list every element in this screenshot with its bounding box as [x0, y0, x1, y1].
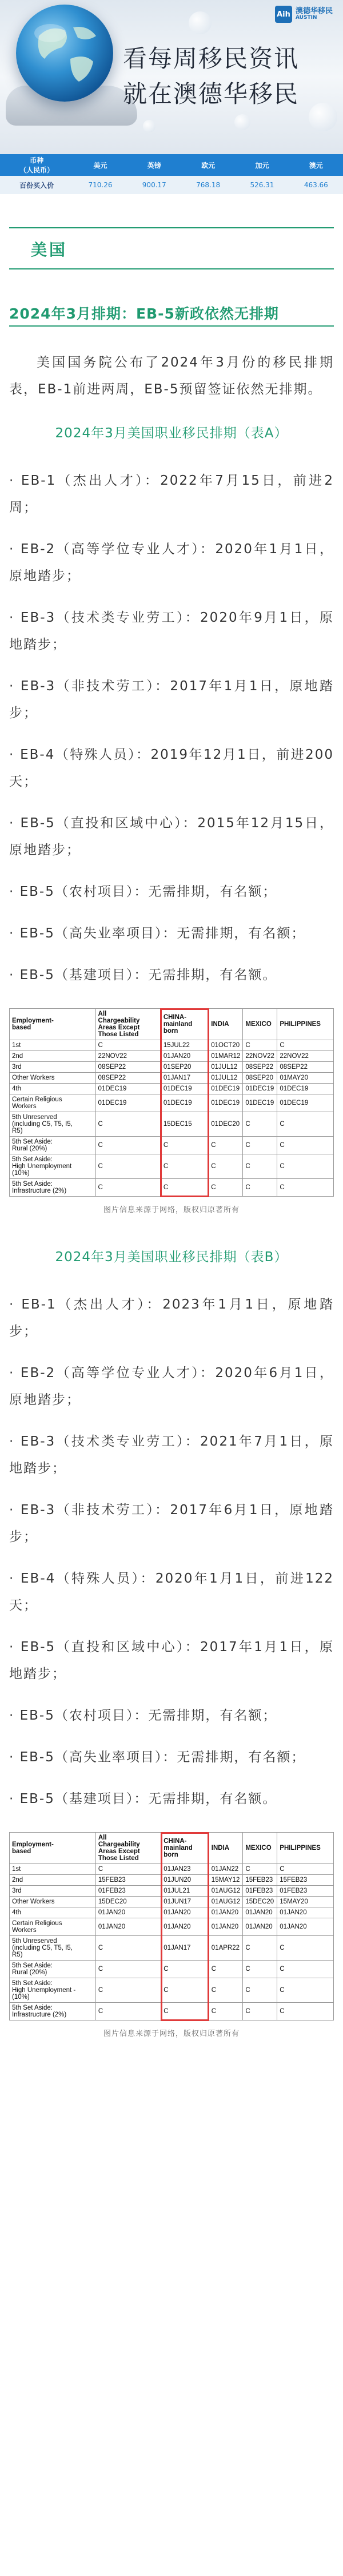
bulletin-cell: 01FEB23	[243, 1886, 277, 1897]
bulletin-cell: 01JAN20	[161, 1918, 209, 1936]
logo-text-en: AUSTIN	[295, 15, 317, 21]
exchange-rate-value: 710.26	[73, 176, 127, 194]
bulletin-cell: C	[209, 2003, 243, 2020]
list-item: · EB-3（非技术劳工）：2017年1月1日，原地踏步；	[9, 679, 334, 721]
headline-line-2: 就在澳德华移民	[123, 80, 300, 108]
bulletin-cell: C	[277, 1154, 334, 1179]
table-row	[10, 1154, 334, 1179]
table-row	[10, 1936, 334, 1961]
list-item: · EB-5（高失业率项目）：无需排期，有名额；	[9, 1750, 306, 1765]
bulletin-cell: C	[277, 1864, 334, 1875]
bulletin-row-label: 5th Set Aside: High Unemployment - (10%)	[10, 1978, 96, 2003]
article-intro: 美国国务院公布了2024年3月份的移民排期表，EB-1前进两周，EB-5预留签证依然无排期。	[9, 355, 334, 397]
bulletin-row-label: 5th Set Aside: Rural (20%)	[10, 1961, 96, 1978]
bulletin-cell: C	[95, 1864, 161, 1875]
bulletin-cell: C	[277, 1112, 334, 1137]
bulletin-cell: 01JAN20	[277, 1918, 334, 1936]
bulletin-cell: 08SEP22	[277, 1062, 334, 1073]
list-item: · EB-5（农村项目）：无需排期，有名额；	[9, 1708, 277, 1723]
bulletin-row-label: Other Workers	[10, 1897, 96, 1907]
table-row	[10, 1875, 334, 1886]
bulletin-cell: 01JAN20	[95, 1918, 161, 1936]
bulletin-cell: 01DEC19	[277, 1084, 334, 1094]
bulletin-row-label: 1st	[10, 1040, 96, 1051]
exchange-rate-header-row	[0, 154, 343, 176]
bulletin-cell: 01JAN22	[209, 1864, 243, 1875]
bulletin-cell: C	[243, 1154, 277, 1179]
table-row	[10, 1864, 334, 1875]
bulletin-row-label: 1st	[10, 1864, 96, 1875]
exchange-rate-header: 欧元	[181, 154, 235, 176]
bulletin-cell: C	[95, 1936, 161, 1961]
bulletin-row-label: 5th Set Aside: High Unemployment (10%)	[10, 1154, 96, 1179]
bulletin-cell: 01DEC19	[243, 1084, 277, 1094]
bulletin-cell: C	[95, 1961, 161, 1978]
table-b-heading: 2024年3月美国职业移民排期（表B）	[55, 1250, 288, 1265]
table-row	[10, 1084, 334, 1094]
table-row	[10, 1978, 334, 2003]
bulletin-cell: 15DEC15	[161, 1112, 208, 1137]
bulletin-cell: 01JAN23	[161, 1864, 209, 1875]
list-item: · EB-5（高失业率项目）：无需排期，有名额；	[9, 926, 306, 941]
bulletin-cell: C	[243, 1040, 277, 1051]
bulletin-cell: 01JAN20	[161, 1051, 208, 1062]
bulletin-cell: C	[209, 1961, 243, 1978]
exchange-rate-value: 768.18	[181, 176, 235, 194]
bulletin-cell: 01AUG12	[209, 1886, 243, 1897]
bulletin-cell: C	[243, 2003, 277, 2020]
bulletin-column-header: CHINA- mainland born	[161, 1833, 209, 1864]
region-section	[0, 194, 343, 269]
bulletin-cell: 22NOV22	[243, 1051, 277, 1062]
bulletin-column-header: INDIA	[209, 1833, 243, 1864]
bulletin-cell: C	[161, 1978, 209, 2003]
bulletin-row-label: Certain Religious Workers	[10, 1094, 96, 1112]
bulletin-cell: 15FEB23	[243, 1875, 277, 1886]
bulletin-cell: 01APR22	[209, 1936, 243, 1961]
bulletin-cell: 15MAY12	[209, 1875, 243, 1886]
bulletin-cell: 01JAN20	[277, 1907, 334, 1918]
article-body	[0, 269, 343, 2038]
bulletin-cell: C	[161, 2003, 209, 2020]
bulletin-a-table	[9, 1008, 334, 1197]
article-title: 2024年3月排期：EB-5新政依然无排期	[9, 303, 334, 327]
list-item: · EB-4（特殊人员）：2019年12月1日，前进200天；	[9, 747, 334, 789]
bulletin-column-header: Employment- based	[10, 1833, 96, 1864]
list-item: · EB-2（高等学位专业人才）：2020年6月1日，原地踏步；	[9, 1366, 334, 1407]
image-caption: 图片信息来源于网络，版权归原著所有	[103, 2030, 240, 2038]
bulletin-cell: C	[95, 1978, 161, 2003]
bulletin-row-label: 4th	[10, 1907, 96, 1918]
bulletin-cell: 01DEC19	[95, 1094, 161, 1112]
table-a-heading: 2024年3月美国职业移民排期（表A）	[55, 426, 288, 441]
bulletin-column-header: MEXICO	[243, 1833, 277, 1864]
bulletin-cell: 01JAN20	[209, 1918, 243, 1936]
bulletin-row-label: 2nd	[10, 1875, 96, 1886]
bulletin-cell: 01DEC19	[95, 1084, 161, 1094]
bulletin-cell: 01DEC19	[209, 1084, 243, 1094]
list-item: · EB-3（技术类专业劳工）：2020年9月1日，原地踏步；	[9, 610, 334, 652]
bulletin-cell: 01DEC19	[209, 1094, 243, 1112]
bulletin-row-label: 5th Unreserved (including C5, T5, I5, R5)	[10, 1112, 96, 1137]
bulletin-cell: C	[209, 1137, 243, 1154]
bulletin-cell: 01MAR12	[209, 1051, 243, 1062]
bulletin-cell: 01FEB23	[95, 1886, 161, 1897]
table-a-list	[9, 468, 334, 989]
bulletin-cell: C	[209, 1154, 243, 1179]
bulletin-cell: C	[243, 1961, 277, 1978]
bulletin-cell: 15DEC20	[243, 1897, 277, 1907]
image-caption: 图片信息来源于网络，版权归原著所有	[103, 1206, 240, 1214]
list-item: · EB-1（杰出人才）：2022年7月15日，前进2周；	[9, 473, 334, 515]
brand-logo	[275, 6, 333, 23]
bulletin-row-label: 5th Unreserved (including C5, T5, I5, R5)	[10, 1936, 96, 1961]
table-row	[10, 1073, 334, 1084]
bulletin-b-image	[9, 1832, 334, 2020]
bulletin-cell: C	[95, 1137, 161, 1154]
exchange-rate-table	[0, 154, 343, 194]
bulletin-row-label: Other Workers	[10, 1073, 96, 1084]
bulletin-cell: 01JAN20	[209, 1907, 243, 1918]
bulletin-cell: 01JAN20	[161, 1907, 209, 1918]
bulletin-cell: C	[243, 1179, 277, 1197]
bulletin-cell: 08SEP22	[243, 1062, 277, 1073]
bulletin-cell: 08SEP22	[95, 1062, 161, 1073]
bulletin-cell: C	[277, 1040, 334, 1051]
bulletin-cell: 15FEB23	[277, 1875, 334, 1886]
bulletin-cell: 22NOV22	[95, 1051, 161, 1062]
bulletin-cell: C	[161, 1179, 208, 1197]
bulletin-cell: 01FEB23	[277, 1886, 334, 1897]
bulletin-cell: C	[243, 1978, 277, 2003]
list-item: · EB-5（基建项目）：无需排期，有名额。	[9, 968, 277, 983]
bulletin-cell: 08SEP20	[243, 1073, 277, 1084]
logo-mark: Aih	[275, 6, 292, 23]
bulletin-cell: 01DEC19	[243, 1094, 277, 1112]
exchange-rate-label: 百份买入价	[0, 176, 73, 194]
bulletin-cell: C	[161, 1137, 208, 1154]
bulletin-column-header: MEXICO	[243, 1009, 277, 1040]
bulletin-row-label: 3rd	[10, 1062, 96, 1073]
table-row	[10, 1897, 334, 1907]
bulletin-cell: 15DEC20	[95, 1897, 161, 1907]
bulletin-b-table	[9, 1832, 334, 2020]
table-row	[10, 1062, 334, 1073]
bulletin-cell: C	[95, 2003, 161, 2020]
exchange-rate-header: 美元	[73, 154, 127, 176]
bulletin-column-header: Employment- based	[10, 1009, 96, 1040]
list-item: · EB-5（直投和区域中心）：2015年12月15日，原地踏步；	[9, 816, 334, 858]
bulletin-cell: C	[277, 1961, 334, 1978]
bulletin-row-label: 3rd	[10, 1886, 96, 1897]
bulletin-cell: C	[95, 1154, 161, 1179]
bulletin-cell: 01JUN20	[161, 1875, 209, 1886]
bulletin-cell: C	[95, 1179, 161, 1197]
bulletin-row-label: 5th Set Aside: Infrastructure (2%)	[10, 1179, 96, 1197]
bulletin-cell: 01JAN20	[95, 1907, 161, 1918]
bulletin-header-row	[10, 1833, 334, 1864]
exchange-rate-value: 900.17	[127, 176, 181, 194]
bulletin-cell: 01JUL12	[209, 1062, 243, 1073]
bulletin-cell: 01JUL21	[161, 1886, 209, 1897]
bulletin-cell: C	[277, 2003, 334, 2020]
table-row	[10, 1112, 334, 1137]
exchange-rate-header: 英镑	[127, 154, 181, 176]
list-item: · EB-1（杰出人才）：2023年1月1日，原地踏步；	[9, 1297, 334, 1339]
bulletin-cell: C	[243, 1936, 277, 1961]
exchange-rate-value: 463.66	[289, 176, 343, 194]
list-item: · EB-5（基建项目）：无需排期，有名额。	[9, 1792, 277, 1806]
bulletin-row-label: 5th Set Aside: Rural (20%)	[10, 1137, 96, 1154]
table-row	[10, 2003, 334, 2020]
bulletin-column-header: All Chargeability Areas Except Those Listed	[95, 1009, 161, 1040]
bulletin-cell: C	[243, 1137, 277, 1154]
bulletin-cell: C	[277, 1936, 334, 1961]
bulletin-column-header: PHILIPPINES	[277, 1009, 334, 1040]
list-item: · EB-3（技术类专业劳工）：2021年7月1日，原地踏步；	[9, 1434, 334, 1476]
bulletin-cell: 01JUL12	[209, 1073, 243, 1084]
bulletin-cell: C	[277, 1179, 334, 1197]
bulletin-column-header: INDIA	[209, 1009, 243, 1040]
bulletin-cell: 01DEC19	[277, 1094, 334, 1112]
bulletin-cell: 01DEC20	[209, 1112, 243, 1137]
bulletin-cell: 01DEC19	[161, 1094, 208, 1112]
logo-text-cn: 澳德华移民	[295, 6, 333, 15]
bulletin-cell: 15FEB23	[95, 1875, 161, 1886]
bulletin-cell: 01JAN20	[243, 1918, 277, 1936]
table-b-list	[9, 1291, 334, 1813]
bulletin-cell: C	[161, 1961, 209, 1978]
region-title: 美国	[31, 240, 68, 259]
bulletin-cell: C	[277, 1137, 334, 1154]
bulletin-column-header: CHINA- mainland born	[161, 1009, 208, 1040]
list-item: · EB-5（农村项目）：无需排期，有名额；	[9, 884, 277, 899]
bulletin-row-label: 4th	[10, 1084, 96, 1094]
bulletin-row-label: 5th Set Aside: Infrastructure (2%)	[10, 2003, 96, 2020]
table-row	[10, 1907, 334, 1918]
bulletin-cell: 01AUG12	[209, 1897, 243, 1907]
bulletin-cell: C	[209, 1978, 243, 2003]
banner-headline	[123, 41, 334, 112]
bulletin-row-label: Certain Religious Workers	[10, 1918, 96, 1936]
bulletin-cell: 01JAN17	[161, 1073, 208, 1084]
bulletin-column-header: All Chargeability Areas Except Those Listed	[95, 1833, 161, 1864]
bulletin-cell: 01JAN17	[161, 1936, 209, 1961]
bulletin-cell: C	[95, 1040, 161, 1051]
list-item: · EB-4（特殊人员）：2020年1月1日，前进122天；	[9, 1571, 334, 1613]
table-row	[10, 1886, 334, 1897]
bulletin-cell: 01JUN17	[161, 1897, 209, 1907]
list-item: · EB-3（非技术劳工）：2017年6月1日，原地踏步；	[9, 1503, 334, 1544]
bulletin-cell: C	[277, 1978, 334, 2003]
exchange-rate-header: 加元	[235, 154, 289, 176]
bulletin-cell: 22NOV22	[277, 1051, 334, 1062]
headline-line-1: 看每周移民资讯	[123, 45, 300, 73]
exchange-rate-header: 澳元	[289, 154, 343, 176]
header-banner	[0, 0, 343, 154]
bulletin-a-image	[9, 1008, 334, 1197]
table-row	[10, 1918, 334, 1936]
bulletin-cell: 15MAY20	[277, 1897, 334, 1907]
bulletin-header-row	[10, 1009, 334, 1040]
bulletin-cell: C	[161, 1154, 208, 1179]
bulletin-cell: 08SEP22	[95, 1073, 161, 1084]
exchange-rate-row	[0, 176, 343, 194]
list-item: · EB-2（高等学位专业人才）：2020年1月1日，原地踏步；	[9, 542, 334, 583]
bulletin-cell: C	[243, 1112, 277, 1137]
table-row	[10, 1179, 334, 1197]
list-item: · EB-5（直投和区域中心）：2017年1月1日，原地踏步；	[9, 1640, 334, 1681]
table-row	[10, 1040, 334, 1051]
exchange-rate-header: 币种 （人民币）	[0, 154, 73, 176]
bulletin-cell: 01DEC19	[161, 1084, 208, 1094]
table-row	[10, 1051, 334, 1062]
bulletin-cell: C	[95, 1112, 161, 1137]
bulletin-cell: 01OCT20	[209, 1040, 243, 1051]
globe-icon	[16, 5, 113, 102]
bulletin-cell: 15JUL22	[161, 1040, 208, 1051]
table-row	[10, 1961, 334, 1978]
bulletin-row-label: 2nd	[10, 1051, 96, 1062]
table-row	[10, 1137, 334, 1154]
bulletin-cell: 01MAY20	[277, 1073, 334, 1084]
bulletin-cell: C	[209, 1179, 243, 1197]
bulletin-cell: 01JAN20	[243, 1907, 277, 1918]
bulletin-cell: C	[243, 1864, 277, 1875]
exchange-rate-value: 526.31	[235, 176, 289, 194]
bulletin-cell: 01SEP20	[161, 1062, 208, 1073]
bulletin-column-header: PHILIPPINES	[277, 1833, 334, 1864]
table-row	[10, 1094, 334, 1112]
